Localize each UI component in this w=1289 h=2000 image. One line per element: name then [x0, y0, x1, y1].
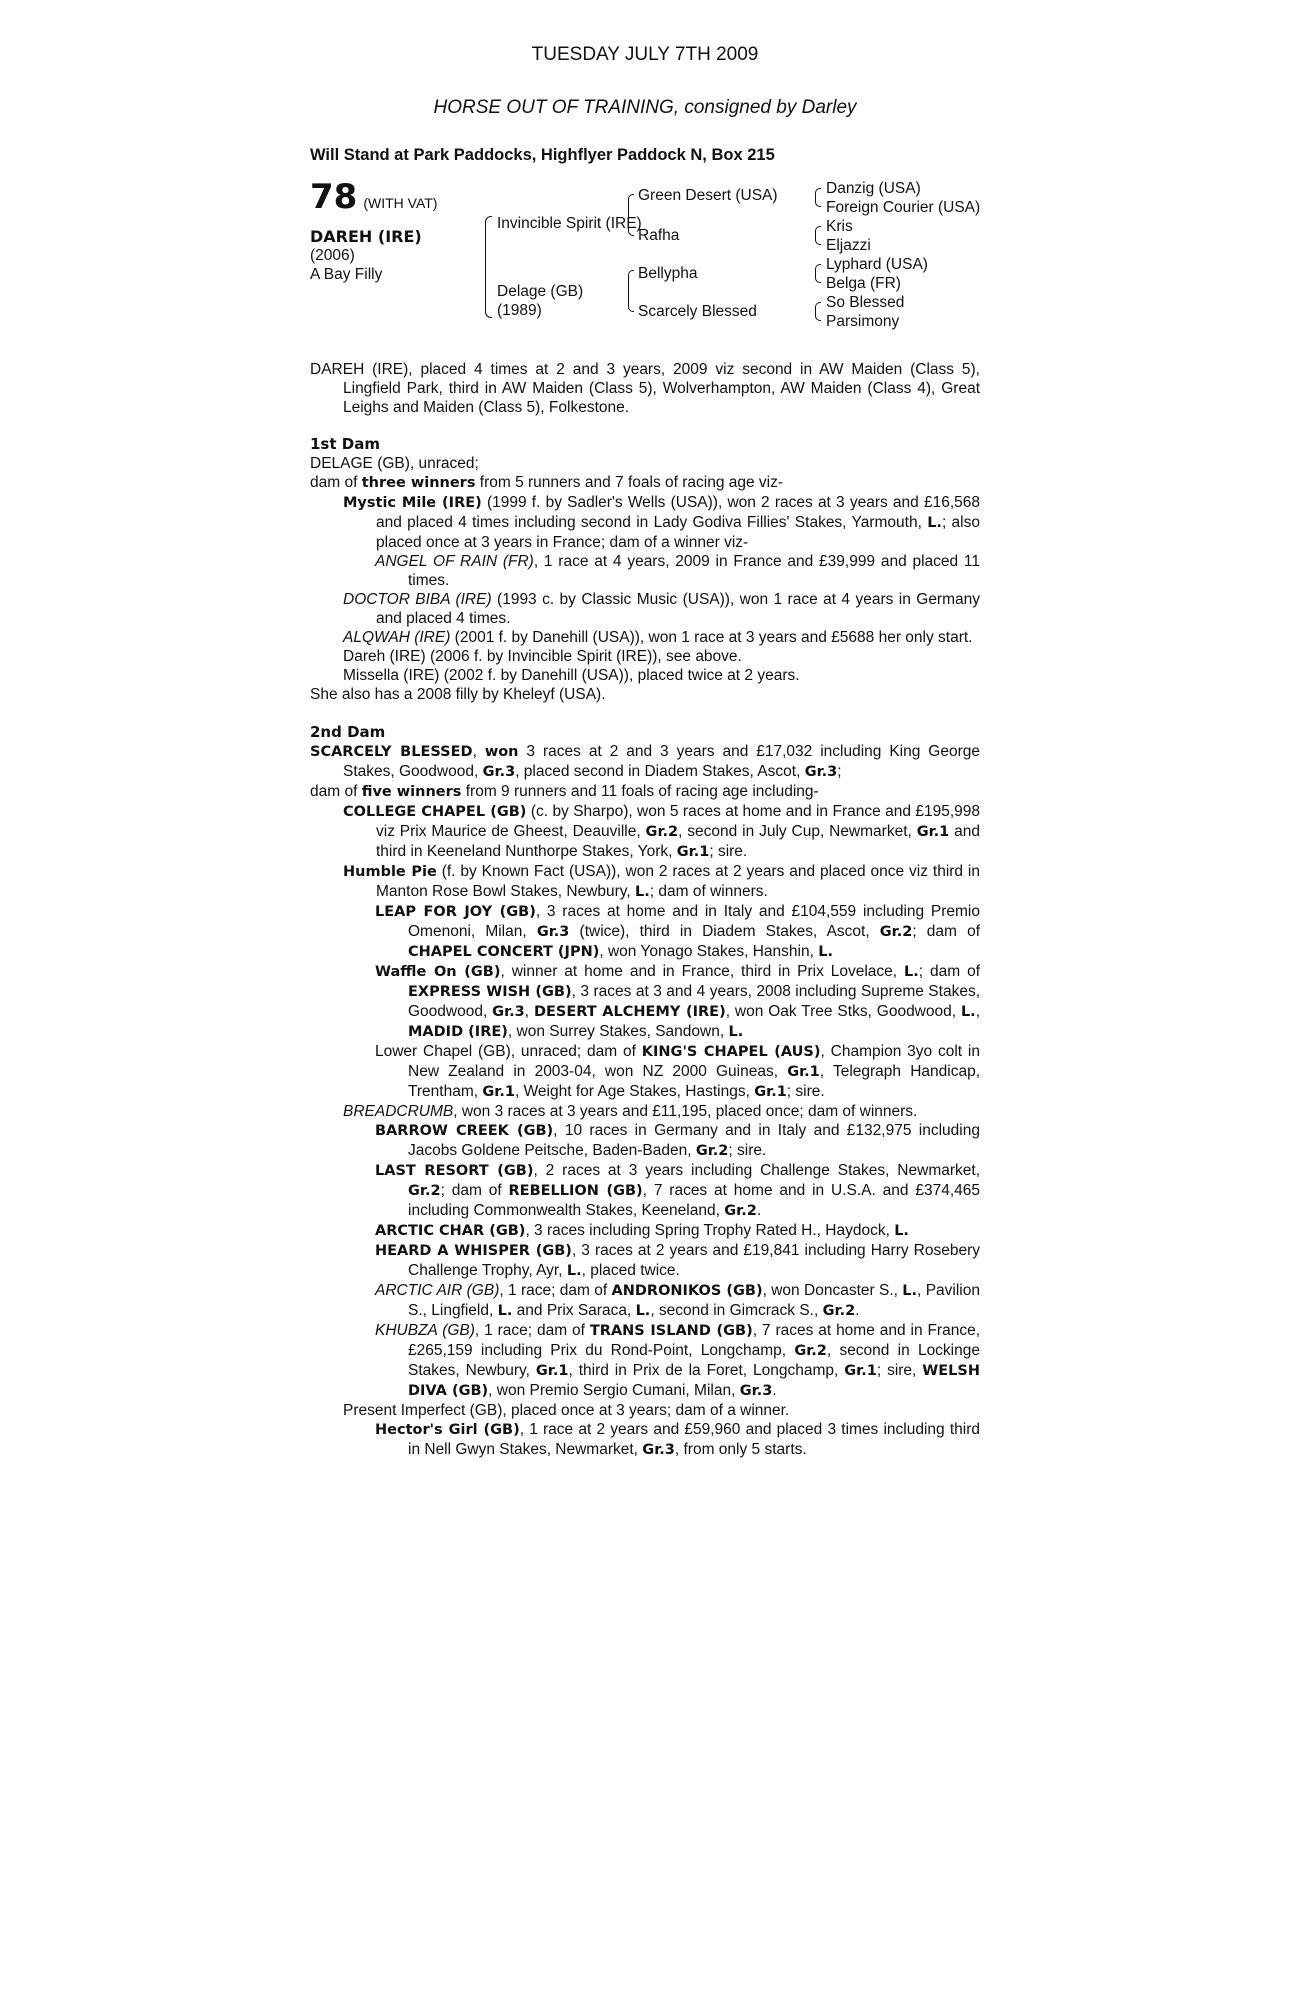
produce-last-resort: LAST RESORT (GB), 2 races at 3 years including Challenge Stakes, Newmarket, Gr.2; dam of REBELLION (GB), 7 races at home and in U.S.A. and £374,465 including Commonwealth Stakes, Keeneland, Gr.2.	[375, 1162, 980, 1219]
pedigree-g8: Parsimony	[826, 313, 900, 330]
pedigree-sire-sire: Green Desert (USA)	[638, 187, 778, 204]
horse-name: DAREH (IRE)	[310, 227, 422, 246]
second-dam-produce-line: dam of five winners from 9 runners and 11 foals of racing age including-	[310, 783, 819, 800]
produce-college-chapel: COLLEGE CHAPEL (GB) (c. by Sharpo), won 5 races at home and in France and £195,998 viz Prix Maurice de Gheest, Deauville, Gr.2, second in July Cup, Newmarket, Gr.1 and third in Keeneland Nunthorpe Stakes, York, Gr.1; sire.	[343, 803, 981, 860]
pedigree-sire: Invincible Spirit (IRE)	[497, 215, 642, 232]
produce-khubza: KHUBZA (GB), 1 race; dam of TRANS ISLAND (GB), 7 races at home and in France, £265,159 including Prix du Rond-Point, Longchamp, Gr.2, second in Lockinge Stakes, Newbury, Gr.1, third in Prix de la Foret, Longchamp, Gr.1; sire, WELSH DIVA (GB), won Premio Sergio Cumani, Milan, Gr.3.	[375, 1322, 981, 1399]
pedigree-brace	[815, 264, 821, 283]
pedigree-g2: Foreign Courier (USA)	[826, 199, 981, 216]
second-dam-heading: 2nd Dam	[310, 723, 386, 741]
pedigree-brace	[485, 216, 492, 318]
produce-present-imperfect: Present Imperfect (GB), placed once at 3 years; dam of a winner.	[343, 1402, 790, 1419]
pedigree-g1: Danzig (USA)	[826, 180, 921, 197]
first-dam-heading: 1st Dam	[310, 435, 380, 453]
pedigree-g5: Lyphard (USA)	[826, 256, 928, 273]
produce-lower-chapel: Lower Chapel (GB), unraced; dam of KING'S CHAPEL (AUS), Champion 3yo colt in New Zealand in 2003-04, won NZ 2000 Guineas, Gr.1, Telegraph Handicap, Trentham, Gr.1, Weight for Age Stakes, Hastings, Gr.1; sire.	[375, 1043, 981, 1100]
pedigree-g3: Kris	[826, 218, 853, 235]
pedigree-g4: Eljazzi	[826, 237, 871, 254]
sale-date: TUESDAY JULY 7TH 2009	[531, 44, 759, 65]
produce-alqwah: ALQWAH (IRE) (2001 f. by Danehill (USA)), won 1 race at 3 years and £5688 her only start.	[343, 629, 973, 646]
pedigree-brace	[628, 270, 634, 312]
first-dam-line: DELAGE (GB), unraced;	[310, 455, 479, 472]
produce-arctic-air: ARCTIC AIR (GB), 1 race; dam of ANDRONIKOS (GB), won Doncaster S., L., Pavilion S., Lingfield, L. and Prix Saraca, L., second in Gimcrack S., Gr.2.	[375, 1282, 980, 1319]
produce-missella: Missella (IRE) (2002 f. by Danehill (USA)), placed twice at 2 years.	[343, 667, 800, 684]
pedigree-brace	[815, 302, 821, 321]
produce-humble-pie: Humble Pie (f. by Known Fact (USA)), won 2 races at 2 years and placed once viz third in Manton Rose Bowl Stakes, Newbury, L.; dam of winners.	[343, 863, 980, 900]
lot-number: 78	[310, 177, 358, 217]
produce-doctor-biba: DOCTOR BIBA (IRE) (1993 c. by Classic Music (USA)), won 1 race at 4 years in Germany and placed 4 times.	[343, 591, 980, 627]
produce-dareh: Dareh (IRE) (2006 f. by Invincible Spirit (IRE)), see above.	[343, 648, 742, 665]
pedigree-dam-sire: Bellypha	[638, 265, 698, 282]
race-summary: DAREH (IRE), placed 4 times at 2 and 3 years, 2009 viz second in AW Maiden (Class 5), Lingfield Park, third in AW Maiden (Class 5), Wolverhampton, AW Maiden (Class 4), Great Leighs and Maiden (Class 5), Folkestone.	[310, 361, 980, 416]
produce-barrow-creek: BARROW CREEK (GB), 10 races in Germany and in Italy and £132,975 including Jacobs Goldene Peitsche, Baden-Baden, Gr.2; sire.	[375, 1122, 980, 1159]
vat-note: (WITH VAT)	[363, 195, 438, 211]
horse-description: A Bay Filly	[310, 266, 383, 283]
catalogue-text	[310, 360, 980, 1460]
produce-angel-of-rain: ANGEL OF RAIN (FR), 1 race at 4 years, 2009 in France and £39,999 and placed 11 times.	[375, 553, 980, 589]
first-dam-produce-line: dam of three winners from 5 runners and 7 foals of racing age viz-	[310, 474, 784, 491]
second-dam-record: SCARCELY BLESSED, won 3 races at 2 and 3 years and £17,032 including King George Stakes, Goodwood, Gr.3, placed second in Diadem Stakes, Ascot, Gr.3;	[310, 743, 980, 780]
produce-hectors-girl: Hector's Girl (GB), 1 race at 2 years and £59,960 and placed 3 times including third in Nell Gwyn Stakes, Newmarket, Gr.3, from only 5 starts.	[375, 1421, 980, 1458]
pedigree-g6: Belga (FR)	[826, 275, 901, 292]
consignment-line: HORSE OUT OF TRAINING, consigned by Darley	[433, 97, 857, 118]
horse-year: (2006)	[310, 247, 355, 264]
pedigree-dam-year: (1989)	[497, 302, 542, 319]
produce-waffle-on: Waffle On (GB), winner at home and in France, third in Prix Lovelace, L.; dam of EXPRESS WISH (GB), 3 races at 3 and 4 years, 2008 including Supreme Stakes, Goodwood, Gr.3, DESERT ALCHEMY (IRE), won Oak Tree Stks, Goodwood, L., MADID (IRE), won Surrey Stakes, Sandown, L.	[375, 963, 981, 1040]
pedigree-dam-dam: Scarcely Blessed	[638, 303, 757, 320]
stand-location: Will Stand at Park Paddocks, Highflyer Paddock N, Box 215	[310, 146, 775, 164]
pedigree-g7: So Blessed	[826, 294, 905, 311]
pedigree-chart	[485, 180, 985, 346]
pedigree-brace	[628, 194, 634, 236]
produce-leap-for-joy: LEAP FOR JOY (GB), 3 races at home and in Italy and £104,559 including Premio Omenoni, Milan, Gr.3 (twice), third in Diadem Stakes, Ascot, Gr.2; dam of CHAPEL CONCERT (JPN), won Yonago Stakes, Hanshin, L.	[375, 903, 981, 960]
pedigree-dam: Delage (GB)	[497, 283, 584, 300]
also-note: She also has a 2008 filly by Kheleyf (USA).	[310, 686, 606, 703]
lot-info	[310, 177, 490, 284]
produce-mystic-mile: Mystic Mile (IRE) (1999 f. by Sadler's Wells (USA)), won 2 races at 3 years and £16,568 and placed 4 times including second in Lady Godiva Fillies' Stakes, Yarmouth, L.; also placed once at 3 years in France; dam of a winner viz-	[343, 494, 980, 551]
pedigree-brace	[815, 226, 821, 245]
produce-breadcrumb: BREADCRUMB, won 3 races at 3 years and £11,195, placed once; dam of winners.	[343, 1103, 918, 1120]
pedigree-brace	[815, 188, 821, 207]
produce-heard-a-whisper: HEARD A WHISPER (GB), 3 races at 2 years and £19,841 including Harry Rosebery Challenge Trophy, Ayr, L., placed twice.	[375, 1242, 981, 1279]
produce-arctic-char: ARCTIC CHAR (GB), 3 races including Spring Trophy Rated H., Haydock, L.	[375, 1222, 909, 1239]
pedigree-sire-dam: Rafha	[638, 227, 680, 244]
